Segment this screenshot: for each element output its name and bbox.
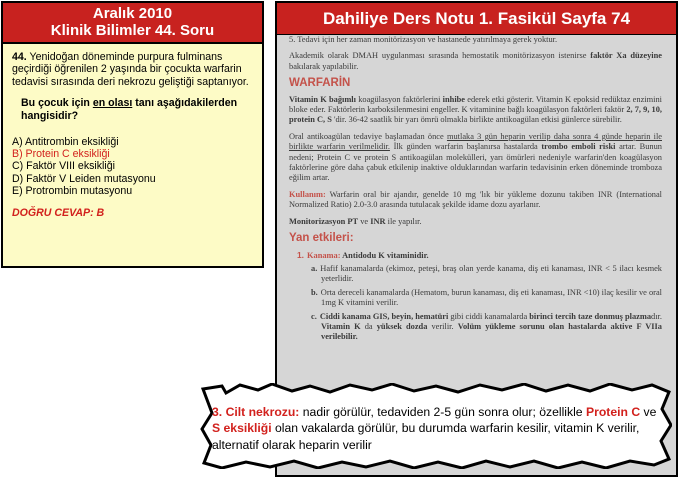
question-stem-text: Yenidoğan döneminde purpura fulminans geçirdiği öğrenilen 2 yaşında bir çocukta warfarin tedavisi sırasında deri nekrozu geliştiği saptanıyor. — [12, 51, 249, 88]
skin-necrosis-callout — [200, 383, 672, 469]
clipped-line: 5. Tedavi için her zaman monitörizasyon ve hastanede yatırılmaya gerek yoktur. — [289, 35, 558, 44]
paragraph-vitamin-k — [289, 95, 662, 126]
exam-title: Klinik Bilimler 44. Soru — [50, 22, 215, 39]
text-run-bold: Antidodu K vitaminidir. — [340, 250, 429, 260]
text-run-bold: inhibe — [442, 94, 466, 104]
question-ask-underlined: en olası — [92, 97, 133, 110]
text-run: bakılarak yapılabilir. — [289, 61, 359, 71]
text-run: nadir görülür, tedaviden 2-5 gün sonra olur; özellikle — [299, 405, 586, 419]
text-run: Warfarin oral bir ajandır, genelde 10 mg 'lık bir yükleme dozunu takiben INR (International Normalized Ratio) 2.0-3.0 arasında tutulacak şekilde idame dozu ayarlanır. — [289, 189, 662, 210]
text-run-bold: yüksek dozda — [376, 321, 428, 331]
text-run-bold: 2, 7, 9, 10, protein C, S — [289, 105, 663, 125]
callout-number: 3. — [212, 405, 223, 419]
section-title-warfarin: WARFARİN — [289, 77, 351, 90]
option-b: B) Protein C eksikliği — [12, 148, 110, 161]
text-run-bold: birinci tercih taze donmuş plazma — [529, 311, 652, 321]
text-run: 'dir. 36-42 saatlik bir yarı ömrü olmakla birlikte antikoagülan etkisi günlerce sürebilir. — [331, 115, 622, 125]
text-run-bold: Vitamin K — [321, 321, 361, 331]
paragraph-usage — [289, 190, 662, 211]
sub-item-b — [311, 288, 662, 309]
answer-options — [12, 136, 253, 197]
text-run: ve — [358, 216, 371, 226]
text-run: Akademik olarak DMAH uygulanması sırasında hemostatik monitörizasyon istenirse — [289, 51, 591, 61]
question-header — [3, 3, 262, 44]
paragraph-dmah — [289, 51, 662, 72]
option-e: E) Protrombin mutasyonu — [12, 184, 133, 197]
text-run-bold: faktör Xa düzeyine — [590, 51, 662, 61]
text-run-bold: Ciddi kanama GIS, beyin, hematüri — [319, 311, 449, 321]
paragraph-oral-anticoagulant — [289, 132, 662, 184]
text-run: Oral antikoagülan tedaviye başlamadan önce — [289, 131, 447, 141]
text-run-bold: INR — [370, 216, 386, 226]
option-c: C) Faktör VIII eksikliği — [12, 160, 116, 173]
page-scan — [277, 35, 676, 343]
bleeding-sublist — [297, 264, 662, 343]
question-stem — [12, 51, 253, 88]
side-effects-list — [289, 250, 662, 343]
option-d: D) Faktör V Leiden mutasyonu — [12, 172, 156, 185]
sub-item-a — [311, 264, 662, 285]
callout-title: Cilt nekrozu: — [225, 405, 300, 419]
text-run: olan vakalarda görülür, bu durumda warfarin kesilir, vitamin K verilir, alternatif olarak heparin verilir — [212, 421, 640, 452]
section-title-side-effects: Yan etkileri: — [289, 232, 354, 245]
question-body — [3, 44, 262, 219]
text-run-bold: Volüm yükleme sorunu olan hastalarda aktive F VIIa verilebilir. — [321, 321, 662, 342]
option-a: A) Antitrombin eksikliği — [12, 136, 119, 149]
text-run: verilir. — [427, 321, 458, 331]
page-header: Dahiliye Ders Notu 1. Fasikül Sayfa 74 — [277, 3, 676, 35]
text-run-bold: Vitamin K bağımlı — [289, 94, 356, 104]
question-ask-part: tanı aşağıdakilerden hangisidir? — [21, 97, 238, 122]
text-run-underlined: mutlaka 3 gün heparin verilip daha sonra 4 günde heparin ile birlikte warfarin verilmelidir. — [289, 131, 662, 152]
text-run-bold: Monitorizasyon PT — [289, 216, 359, 226]
text-run: dır. — [651, 311, 662, 321]
sub-label: b. — [311, 287, 318, 297]
text-run: İlk günden warfarin başlanırsa hastalarda — [389, 142, 542, 152]
paragraph-monitoring — [289, 217, 662, 227]
text-run: gibi ciddi kanamalarda — [448, 311, 530, 321]
text-run: ile yapılır. — [385, 216, 422, 226]
question-panel — [1, 1, 264, 268]
question-ask — [21, 97, 253, 122]
question-ask-part: Bu çocuk için — [21, 97, 93, 110]
sub-label: a. — [311, 263, 318, 273]
correct-answer: DOĞRU CEVAP: B — [12, 207, 105, 220]
text-run: da — [360, 321, 377, 331]
text-run: Orta dereceli kanamalarda (Hematom, burun kanaması, diş eti kanaması, INR <10) ilaç kesilir ve oral 1mg K vitamini verilir. — [320, 287, 662, 308]
side-effect-title: Kanama: — [307, 250, 341, 260]
text-run-emphasis: Protein C — [585, 405, 641, 419]
text-run: ederek etki gösterir. Vitamin K epoksid redüktaz enzimini bloke eder. Faktörlerin karboksilenmesini engeller. K vitaminine bağlı koagülasyon faktörleri faktör — [289, 94, 662, 115]
exam-date: Aralık 2010 — [92, 5, 173, 22]
text-run: artar. Bunun nedeni; Protein C ve protein S antikoagülan molekülleri, yarı ömürleri nedeniyle warfarin'den koagülasyon faktörlerine göre daha çabuk etkilenip inaktive olduklarından warfarin tedavisinin erken döneminde tromboza eğilim artar. — [289, 142, 662, 183]
text-run-bold: trombo emboli riski — [541, 142, 616, 152]
question-number: 44. — [12, 51, 27, 63]
sub-label: c. — [311, 311, 317, 321]
usage-label: Kullanım: — [289, 189, 326, 199]
text-run-emphasis: S eksikliği — [212, 421, 272, 436]
text-run: Hafif kanamalarda (ekimoz, peteşi, braş olan yerde kanama, diş eti kanaması, INR < 5 ilacı kesmek yeterlidir. — [320, 263, 662, 284]
callout-text — [212, 404, 664, 453]
text-run: ve — [640, 405, 657, 419]
list-number: 1. — [297, 249, 304, 260]
sub-item-c — [311, 312, 662, 343]
text-run: koagülasyon faktörlerini — [355, 94, 443, 104]
side-effect-bleeding — [297, 250, 662, 343]
